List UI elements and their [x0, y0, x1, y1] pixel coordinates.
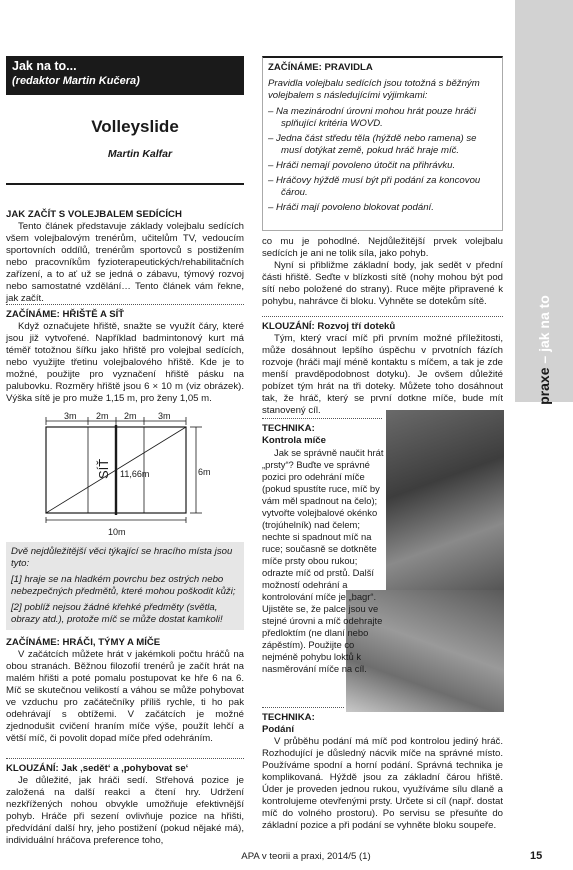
net-label: SÍŤ: [96, 458, 111, 479]
top-label: 2m: [124, 411, 137, 421]
title-divider: [6, 183, 244, 185]
tip-title: Dvě nejdůležitější věci týkající se hracího místa jsou tyto:: [11, 546, 233, 569]
section-heading: ZAČÍNÁME: HRÁČI, TÝMY A MÍČE: [6, 637, 161, 648]
rules-item: – Hráčovy hýždě musí být při podání za koncovou čárou.: [268, 175, 481, 198]
section-text: V průběhu podání má míč pod kontrolou jediný hráč. Rozhodující je důsledný nácvik míče na správné místo. Používáme spodní a horní podání. Správná technika je komplikovaná. Hýždě jsou za základní čárou hřiště. Úder je proveden jednou rukou, využíváme sílu dlaně a kontrolujeme otevřenými prsty. Určete si cíl (např. dostat míč do volného prostoru). Po servisu se přesuňte do základní pozice a při podání se vyhněte bloku soupeře.: [262, 736, 503, 831]
side-label: 6m: [198, 467, 211, 477]
article-title: Volleyslide: [91, 117, 179, 136]
section-heading: TECHNIKA:: [262, 712, 315, 723]
section-text: Tým, který vrací míč při prvním možné příležitosti, může dosáhnout lepšího úspěchu v prvotních fázích rozvoje (hráči mají méně kontaktu s míčem, a tak je zde menší pravděpodobnost dotyku). Je ovšem důležité pobízet tým hrát na tři doteky. Můžete toho dosáhnout tak, že hráč, který se první dotkne míče, bude mít stanovený cíl.: [262, 333, 503, 416]
top-label: 3m: [64, 411, 77, 421]
tip-item: [1] hraje se na hladkém povrchu bez ostrých nebo nebezpečných předmětů, které mohou poškodit kůži;: [11, 574, 236, 597]
diagonal-label: 11,66m: [120, 469, 150, 479]
page-number: 15: [530, 850, 543, 862]
rules-list: [268, 106, 497, 214]
dotted-divider: [262, 707, 344, 708]
sidebar-section-label: praxe – jak na to: [536, 295, 552, 405]
tip-item: [2] poblíž nejsou žádné křehké předměty (světla, obrazy atd.), protože míč se může dostat kamkoli!: [11, 602, 223, 625]
rules-item: – Hráči nemají povoleno útočit na přihrávku.: [268, 160, 456, 171]
rules-item: – Na mezinárodní úrovni mohou hrát pouze hráči splňující kritéria WOVD.: [268, 106, 476, 129]
journal-footer: APA v teorii a praxi, 2014/5 (1): [241, 851, 371, 862]
dotted-divider: [262, 316, 503, 317]
top-label: 2m: [96, 411, 109, 421]
court-diagram: [6, 411, 244, 537]
rules-item: – Jedna část středu těla (hýždě nebo ramena) se musí dotýkat země, pokud hráč hraje míč.: [268, 133, 477, 156]
section-subheading: Podání: [262, 724, 294, 735]
section-heading: KLOUZÁNÍ: Jak ‚sedět‘ a ‚pohybovat se‘: [6, 763, 189, 774]
section-heading: JAK ZAČÍT S VOLEJBALEM SEDÍCÍCH: [6, 209, 182, 220]
volleyball-photo-set: [386, 410, 504, 590]
section-text: co mu je pohodlné. Nejdůležitější prvek volejbalu sedících je ani ne tolik síla, jako pohyb.: [262, 236, 503, 259]
section-heading: KLOUZÁNÍ: Rozvoj tří doteků: [262, 321, 396, 332]
section-text: Tento článek představuje základy volejbalu sedících všem volejbalovým trenérům, učitelům TV, vedoucím sportovních oddílů, trenérům sportovců s postižením nebo pracovníkům fyzioterapeutických/rehabilitačních zařízení, a to ať už se jedná o zábavu, týmový rozvoj nebo samostatné vzdělání… Tento článek vám řekne, jak začít.: [6, 221, 244, 304]
bottom-label: 10m: [108, 527, 126, 537]
section-text: Jak se správně naučit hrát „prsty“? Buďte ve správné pozici pro odehrání míče (pokud spustíte ruce, míč by vám měl spadnout na čelo); vytvořte volejbalové okénko (trojúhelník) nad čelem; nechte si spadnout míč na ruce; současně se dotkněte míče prsty obou rukou; odrazte míč od prstů. Další možností odehrání a kontrolování míče je „bagr“. Ujistěte se, že palce jsou ve stejné úrovni a míč odehrajte předloktím (ne dlaní nebo zápěstím). Použijte co nejméně pohybu loktů k nasměrování míče na cíl.: [262, 447, 384, 674]
dotted-divider: [6, 304, 244, 305]
tip-box: [6, 542, 244, 630]
section-heading: ZAČÍNÁME: HŘIŠTĚ A SÍŤ: [6, 309, 125, 320]
dotted-divider: [262, 418, 382, 419]
rules-intro: Pravidla volejbalu sedících jsou totožná s běžným volejbalem s následujícími výjimkami:: [268, 78, 480, 101]
series-editor: (redaktor Martin Kučera): [12, 75, 140, 87]
rules-item: – Hráči mají povoleno blokovat podání.: [268, 202, 434, 213]
section-text: Nyní si přibližme základní body, jak sedět v přední části hřiště. Seďte v blízkosti sítě (nohy mohou být pod sítí nebo položené do strany). Ruce mějte připravené k pohybu, nahrávce či bloku. Vyhněte se dotekům sítě.: [262, 260, 503, 307]
series-title: Jak na to...: [12, 59, 77, 73]
balls-section: [6, 637, 244, 745]
section-text: Je důležité, jak hráči sedí. Střehová pozice je založená na další reakci a čtení hry. Udržení nezkřížených nohou obvykle umožňuje efektivnější pohyb. Hráče při sezení ovlivňuje pozice na hřišti, předvídání další hry, jeho postižení (pokud nějaké má), individuální hráčova preference toho,: [6, 775, 244, 846]
control-section: [262, 423, 384, 675]
continued-section: [262, 236, 503, 308]
section-heading: TECHNIKA:: [262, 423, 315, 434]
dotted-divider: [6, 758, 244, 759]
sitting-section: [6, 763, 244, 847]
serve-section: [262, 712, 503, 832]
article-author: Martin Kalfar: [107, 148, 173, 160]
intro-section: [6, 209, 244, 305]
slide-section: [262, 321, 503, 417]
rules-box: [262, 56, 503, 231]
series-header: [6, 56, 244, 95]
section-subheading: Kontrola míče: [262, 435, 326, 446]
top-label: 3m: [158, 411, 171, 421]
section-text: Když označujete hřiště, snažte se využít čáry, které jsou již vytvořené. Například badmintonový kurt má téměř totožnou šířku jako hřiště pro volejbal sedících, nebo využijte třetinu volejbalového hřiště. Kde je to možné, použijte pro vyznačení hřiště pásku na palubovku. Rozměry hřiště jsou 6 × 10 m (viz obrázek). Výška sítě je pro muže 1,15 m, pro ženy 1,05 m.: [6, 321, 244, 404]
court-section: [6, 309, 244, 405]
section-text: V začátcích můžete hrát v jakémkoli počtu hráčů na obou stranách. Běžnou filozofií trenérů je začít hrát na malém hřišti a poté pomalu postupovat ke hře 6 na 6. Míč se skutečnou velikostí a váhou se může pohybovat ve vzduchu pro začátečníky příliš rychle, ti ho pak odehrávají s obtížemi. V začátcích je možné zjednodušit cvičení hraním míče výše, použít lehčí a větší míč, či povolit dopad míče před odehráním.: [6, 649, 244, 744]
rules-heading: ZAČÍNÁME: PRAVIDLA: [268, 62, 373, 73]
